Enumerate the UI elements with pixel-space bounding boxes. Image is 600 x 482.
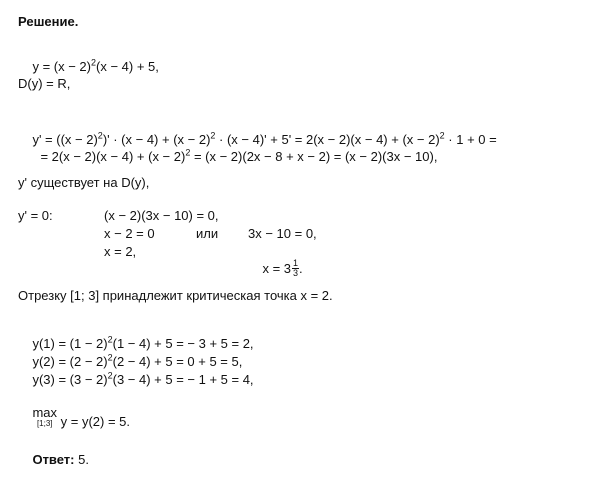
line-equation-label: y' = 0:	[18, 208, 53, 223]
mixed-fraction	[292, 259, 299, 278]
deriv-part4: · 1 + 0 =	[444, 132, 497, 147]
root-value-period: .	[299, 261, 303, 276]
max-operator-label: max	[32, 405, 58, 420]
max-result: y = y(2) = 5.	[57, 414, 130, 429]
max-operator-interval: [1;3]	[36, 419, 53, 428]
fraction-numerator: 1	[293, 258, 299, 268]
line-derivative-exists: y' существует на D(y),	[18, 175, 150, 190]
line-equation-right-2	[248, 244, 303, 293]
root-value-text: x = 3	[262, 261, 291, 276]
line-derivative-2	[26, 132, 440, 179]
value3-part1: y(3) = (3 − 2)	[32, 372, 108, 387]
value1-part2: (1 − 4) + 5 = − 3 + 5 = 2,	[112, 336, 254, 351]
function-exponent: 2	[90, 57, 96, 68]
line-equation-right-1: 3x − 10 = 0,	[248, 226, 317, 241]
heading-solution: Решение.	[18, 14, 79, 29]
answer-number: 5.	[78, 452, 89, 467]
deriv-part2: )' · (x − 4) + (x − 2)	[102, 132, 211, 147]
deriv-sup2: 2	[210, 130, 216, 141]
value1-sup: 2	[107, 334, 113, 345]
answer-label: Ответ:	[32, 452, 75, 467]
value1-part1: y(1) = (1 − 2)	[32, 336, 108, 351]
value2-part1: y(2) = (2 − 2)	[32, 354, 108, 369]
value2-sup: 2	[107, 352, 113, 363]
line-segment-critical-point: Отрезку [1; 3] принадлежит критическая точка x = 2.	[18, 288, 333, 303]
line-equation-or: или	[196, 226, 219, 241]
function-expr-part1: y = (x − 2)	[32, 59, 91, 74]
value3-sup: 2	[107, 370, 113, 381]
value3-part2: (3 − 4) + 5 = − 1 + 5 = 4,	[112, 372, 254, 387]
deriv-part3: · (x − 4)' + 5' = 2(x − 2)(x − 4) + (x − 2)	[215, 132, 440, 147]
deriv-sup3: 2	[439, 130, 445, 141]
max-operator	[32, 406, 57, 428]
value2-part2: (2 − 4) + 5 = 0 + 5 = 5,	[112, 354, 243, 369]
fraction-denominator: 3	[293, 268, 299, 278]
line-equation-factored: (x − 2)(3x − 10) = 0,	[104, 208, 219, 223]
line-equation-left-2: x = 2,	[104, 244, 137, 259]
line-answer	[18, 437, 89, 482]
deriv2-sup: 2	[185, 147, 191, 158]
deriv-sup1: 2	[97, 130, 103, 141]
deriv2-part1: = 2(x − 2)(x − 4) + (x − 2)	[40, 149, 186, 164]
function-expr-part2: (x − 4) + 5,	[96, 59, 159, 74]
deriv-part1: y' = ((x − 2)	[32, 132, 98, 147]
line-equation-left-1: x − 2 = 0	[104, 226, 155, 241]
deriv2-part2: = (x − 2)(2x − 8 + x − 2) = (x − 2)(3x − 10),	[190, 149, 438, 164]
line-domain: D(y) = R,	[18, 76, 71, 91]
